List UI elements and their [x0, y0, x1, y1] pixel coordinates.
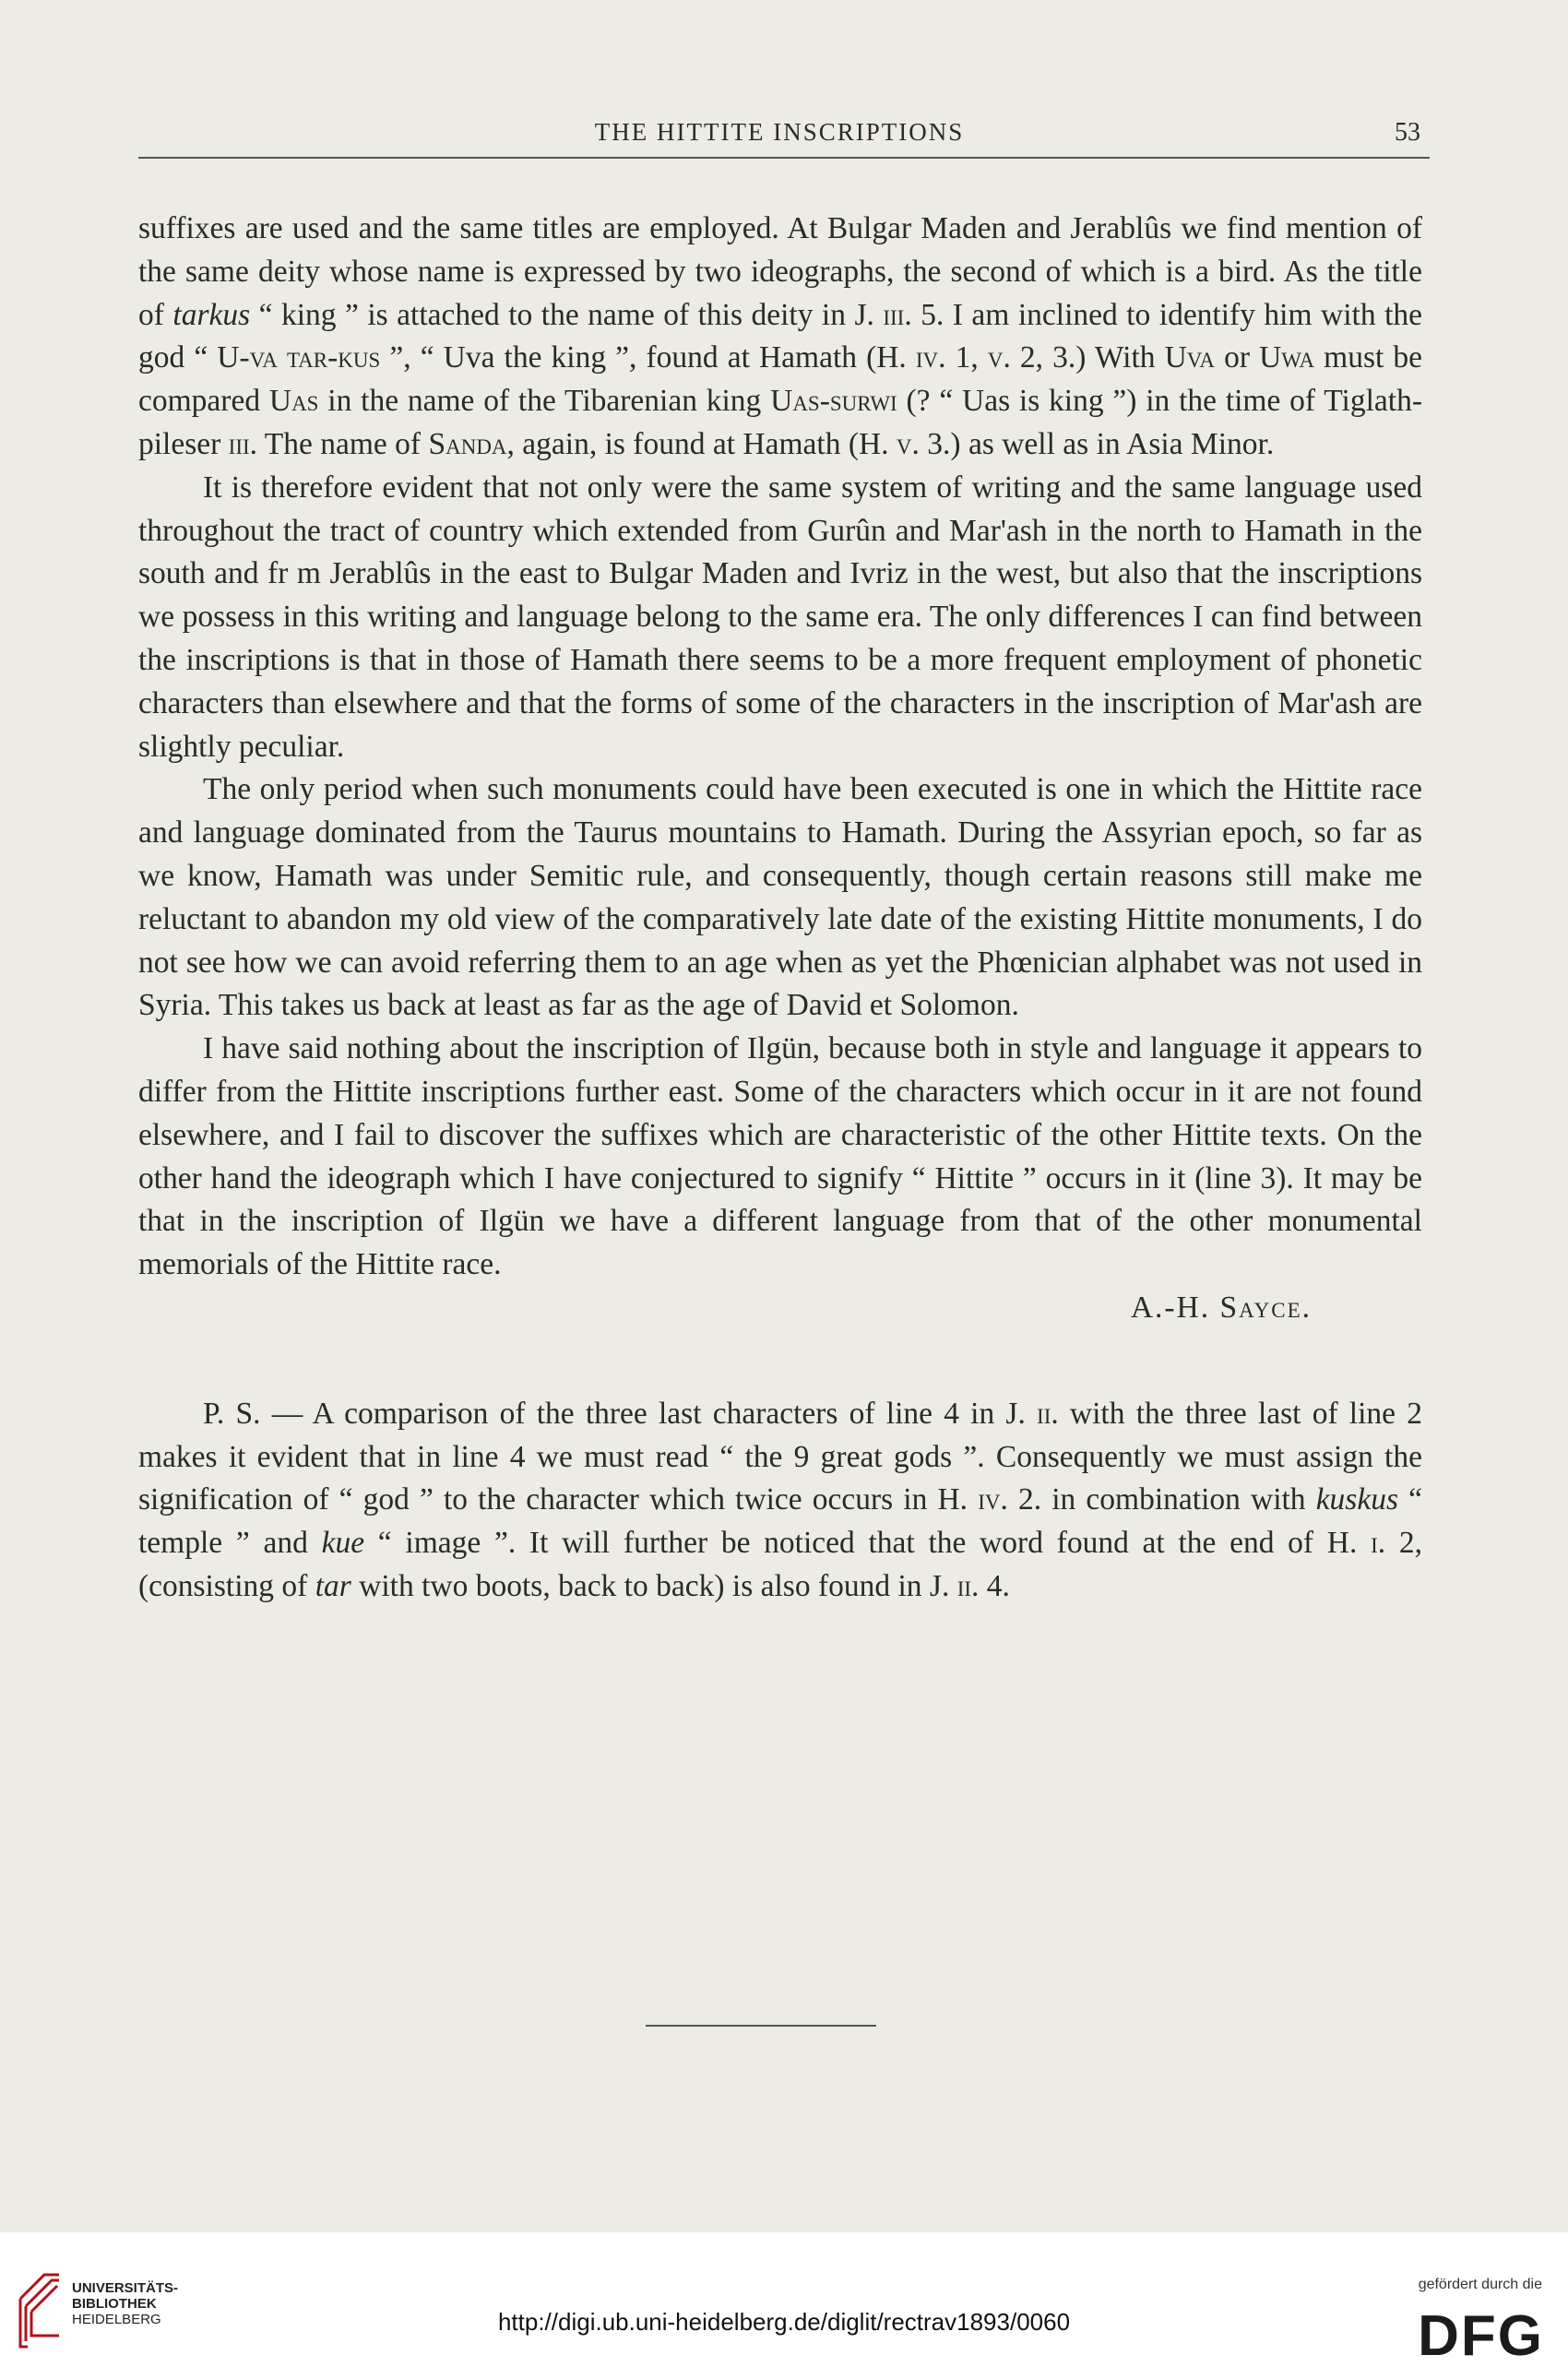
small-caps-word: iii [228, 426, 250, 461]
small-caps-word: iv [978, 1482, 1001, 1517]
text-run: . 2, (consisting of [138, 1526, 1423, 1603]
library-name-line: BIBLIOTHEK [72, 2296, 157, 2312]
small-caps-word: i [1371, 1526, 1378, 1561]
italic-word: tar [315, 1568, 351, 1603]
text-run: . 2. in combination with [1000, 1482, 1316, 1517]
permalink-url[interactable]: http://digi.ub.uni-heidelberg.de/diglit/rectrav1893/0060 [497, 2308, 1071, 2336]
text-run: “ king ” is attached to the name of this deity in J. [250, 297, 884, 332]
text-run: “ image ”. It will further be noticed that the word found at the end of H. [364, 1526, 1372, 1561]
text-run: suffixes are used and the same titles are employed. At Bulgar Maden and Jerablûs we find mention of the same deity whose name is expressed by two ideographs, the second of which is a bird. As the title of [138, 211, 1422, 332]
italic-word: kuskus [1315, 1482, 1398, 1517]
small-caps-word: Uwa [1259, 340, 1315, 375]
small-caps-word: v [896, 426, 912, 461]
small-caps-word: ii [1037, 1396, 1051, 1431]
small-caps-word: Uas-surwi [770, 384, 897, 419]
text-run: . The name of [249, 426, 429, 461]
italic-word: kue [321, 1526, 365, 1561]
small-caps-word: iii [883, 297, 905, 332]
text-run: or [1215, 340, 1260, 375]
text-run: with two boots, back to back) is also found in J. [350, 1568, 957, 1603]
text-run: P. S. — A comparison of the three last characters of line 4 in J. [203, 1396, 1038, 1431]
author-signature: A.-H. Sayce. [1130, 1290, 1312, 1325]
digitization-footer [0, 2232, 1568, 2379]
text-run: . 2, 3.) With [1003, 340, 1165, 375]
library-name-line: UNIVERSITÄTS- [72, 2280, 179, 2296]
running-title: THE HITTITE INSCRIPTIONS [594, 118, 965, 146]
library-name-line: HEIDELBERG [72, 2312, 161, 2327]
italic-word: tarkus [172, 297, 251, 332]
small-caps-word: Uva [1164, 340, 1216, 375]
article-body [138, 208, 1422, 1609]
paragraph-4: I have said nothing about the inscription of Ilgün, because both in style and language it appears to differ from the Hittite inscriptions further east. Some of the characters which occur in it are not found elsewhere, and I fail to discover the suffixes which are characteristic of the other Hittite texts. On the other hand the ideograph which I have conjectured to signify “ Hittite ” occurs in it (line 3). It may be that in the inscription of Ilgün we have a different language from that of the other monumental memorials of the Hittite race. [138, 1031, 1422, 1282]
text-run: . 5. I am inclined to identify him with the god “ [138, 297, 1422, 375]
text-run: must be compared [138, 340, 1422, 419]
text-run: (? “ Uas is king ”) in the time of Tiglath-pileser [138, 384, 1422, 461]
dfg-logo: DFG [1418, 2304, 1544, 2368]
running-head [138, 118, 1420, 155]
header-rule [138, 157, 1430, 159]
paragraph-1 [138, 208, 1422, 467]
funding-label: gefördert durch die [1418, 2277, 1542, 2292]
small-caps-word: Uas [268, 384, 319, 419]
small-caps-word: U-va tar-kus [217, 340, 381, 375]
small-caps-word: ii [956, 1568, 972, 1603]
small-caps-word: v [987, 340, 1004, 375]
end-rule [646, 2025, 876, 2027]
small-caps-word: iv [915, 340, 939, 375]
paragraph-3: The only period when such monuments could have been executed is one in which the Hittite race and language dominated from the Taurus mountains to Hamath. During the Assyrian epoch, so far as we know, Hamath was under Semitic rule, and consequently, though certain reasons still make me reluctant to abandon my old view of the comparatively late date of the existing Hittite monuments, I do not see how we can avoid referring them to an age when as yet the Phœnician alphabet was not used in Syria. This takes us back at least as far as the age of David et Solomon. [138, 772, 1422, 1023]
postscript [138, 1393, 1422, 1609]
text-run: . 3.) as well as in Asia Minor. [911, 426, 1275, 461]
text-run: in the name of the Tibarenian king [318, 384, 771, 419]
text-run: . 1, [938, 340, 988, 375]
text-run: . with the three last of line 2 makes it evident that in line 4 we must read “ the 9 great gods ”. Consequently we must assign the signification of “ god ” to the character which twice occurs in H. [138, 1396, 1422, 1517]
text-run: “ temple ” and [138, 1482, 1422, 1561]
paragraph-2: It is therefore evident that not only were the same system of writing and the same language used throughout the tract of country which extended from Gurûn and Mar'ash in the north to Hamath in the south and fr m Jerablûs in the east to Bulgar Maden and Ivriz in the west, but also that the inscriptions we possess in this writing and language belong to the same era. The only differences I can find between the inscriptions is that in those of Hamath there seems to be a more frequent employment of phonetic characters than elsewhere and that the forms of some of the characters in the inscription of Mar'ash are slightly peculiar. [138, 470, 1422, 764]
page-number: 53 [1395, 118, 1420, 147]
small-caps-word: Sanda [428, 426, 507, 461]
text-run: ”, “ Uva the king ”, found at Hamath (H. [380, 340, 916, 375]
text-run: . 4. [971, 1568, 1010, 1603]
text-run: , again, is found at Hamath (H. [506, 426, 897, 461]
